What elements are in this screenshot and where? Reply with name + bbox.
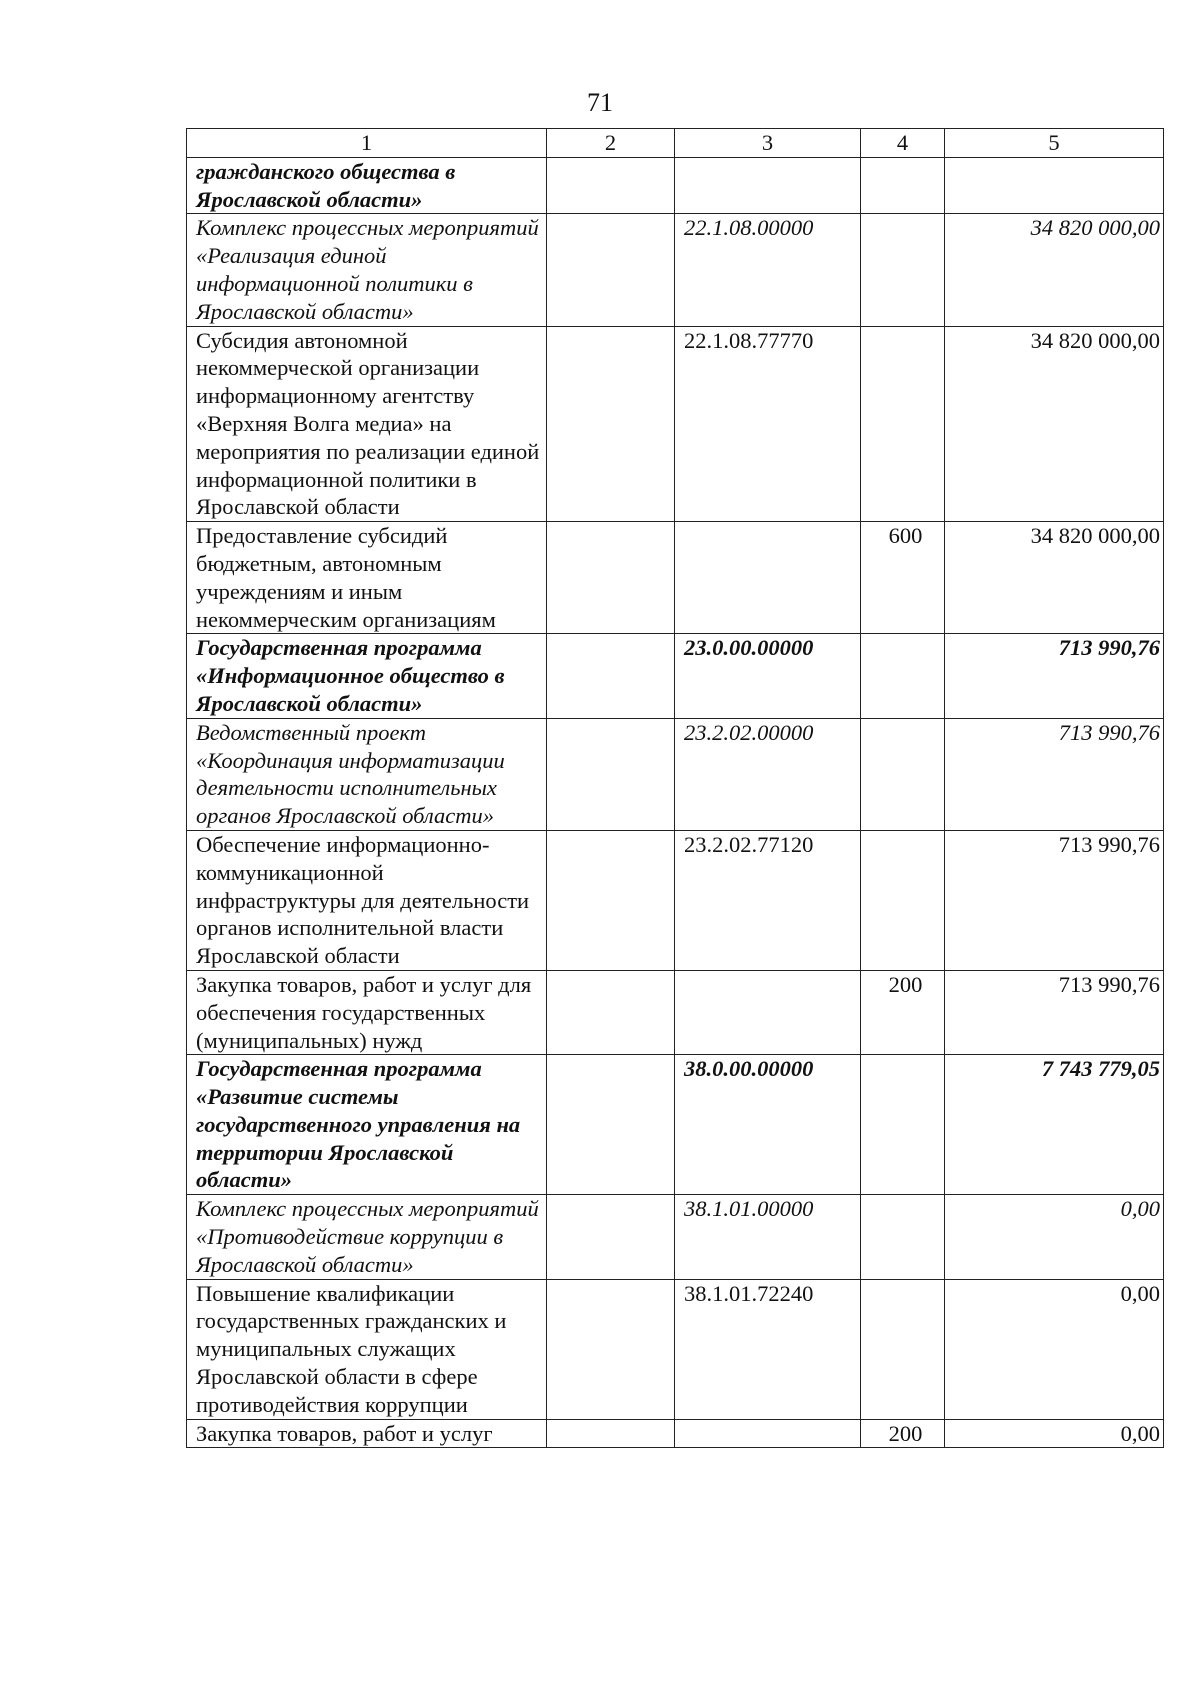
row-expense-type-cell bbox=[861, 1055, 945, 1195]
row-name-cell: Закупка товаров, работ и услуг bbox=[187, 1419, 547, 1448]
row-expense-type-cell bbox=[861, 157, 945, 214]
row-name-cell: Комплекс процессных мероприятий «Реализация единой информационной политики в Ярославской области» bbox=[187, 214, 547, 326]
table-body bbox=[187, 157, 1164, 1448]
row-expense-type-cell bbox=[861, 1279, 945, 1419]
row-amount-cell: 0,00 bbox=[945, 1279, 1164, 1419]
column-header-2: 2 bbox=[547, 129, 675, 158]
row-code-cell: 23.2.02.77120 bbox=[675, 830, 861, 970]
column-header-1: 1 bbox=[187, 129, 547, 158]
row-column2-cell bbox=[547, 326, 675, 522]
row-code-cell bbox=[675, 522, 861, 634]
row-expense-type-cell bbox=[861, 634, 945, 718]
row-name-cell: Закупка товаров, работ и услуг для обеспечения государственных (муниципальных) нужд bbox=[187, 970, 547, 1054]
row-expense-type-cell bbox=[861, 214, 945, 326]
page-number: 71 bbox=[587, 88, 613, 117]
row-code-cell bbox=[675, 970, 861, 1054]
row-name-cell: Государственная программа «Развитие системы государственного управления на территории Ярославской области» bbox=[187, 1055, 547, 1195]
row-column2-cell bbox=[547, 1055, 675, 1195]
row-code-cell: 22.1.08.00000 bbox=[675, 214, 861, 326]
table-row bbox=[187, 1279, 1164, 1419]
row-name-cell: Ведомственный проект «Координация информатизации деятельности исполнительных органов Ярославской области» bbox=[187, 718, 547, 830]
column-header-3: 3 bbox=[675, 129, 861, 158]
row-code-cell: 23.0.00.00000 bbox=[675, 634, 861, 718]
row-expense-type-cell: 200 bbox=[861, 970, 945, 1054]
row-code-cell: 38.1.01.72240 bbox=[675, 1279, 861, 1419]
row-code-cell: 38.1.01.00000 bbox=[675, 1195, 861, 1279]
row-code-cell: 22.1.08.77770 bbox=[675, 326, 861, 522]
row-amount-cell: 713 990,76 bbox=[945, 970, 1164, 1054]
row-amount-cell: 713 990,76 bbox=[945, 718, 1164, 830]
table-row bbox=[187, 970, 1164, 1054]
row-expense-type-cell bbox=[861, 718, 945, 830]
row-name-cell: Комплекс процессных мероприятий «Противодействие коррупции в Ярославской области» bbox=[187, 1195, 547, 1279]
row-column2-cell bbox=[547, 970, 675, 1054]
row-amount-cell: 34 820 000,00 bbox=[945, 214, 1164, 326]
row-amount-cell: 0,00 bbox=[945, 1195, 1164, 1279]
row-expense-type-cell: 200 bbox=[861, 1419, 945, 1448]
row-expense-type-cell bbox=[861, 1195, 945, 1279]
table-row bbox=[187, 157, 1164, 214]
table-row bbox=[187, 326, 1164, 522]
row-code-cell bbox=[675, 157, 861, 214]
table-row bbox=[187, 1419, 1164, 1448]
row-column2-cell bbox=[547, 1279, 675, 1419]
row-expense-type-cell bbox=[861, 830, 945, 970]
row-column2-cell bbox=[547, 1195, 675, 1279]
row-column2-cell bbox=[547, 830, 675, 970]
row-column2-cell bbox=[547, 1419, 675, 1448]
row-amount-cell: 34 820 000,00 bbox=[945, 522, 1164, 634]
column-header-5: 5 bbox=[945, 129, 1164, 158]
row-column2-cell bbox=[547, 634, 675, 718]
row-code-cell: 38.0.00.00000 bbox=[675, 1055, 861, 1195]
table-row bbox=[187, 718, 1164, 830]
table-row bbox=[187, 634, 1164, 718]
row-name-cell: Субсидия автономной некоммерческой организации информационному агентству «Верхняя Волга медиа» на мероприятия по реализации единой информационной политики в Ярославской области bbox=[187, 326, 547, 522]
table-header-row bbox=[187, 129, 1164, 158]
row-expense-type-cell: 600 bbox=[861, 522, 945, 634]
row-amount-cell: 713 990,76 bbox=[945, 830, 1164, 970]
row-code-cell bbox=[675, 1419, 861, 1448]
row-name-cell: Предоставление субсидий бюджетным, автономным учреждениям и иным некоммерческим организациям bbox=[187, 522, 547, 634]
row-column2-cell bbox=[547, 214, 675, 326]
column-header-4: 4 bbox=[861, 129, 945, 158]
row-name-cell: Государственная программа «Информационное общество в Ярославской области» bbox=[187, 634, 547, 718]
row-expense-type-cell bbox=[861, 326, 945, 522]
row-column2-cell bbox=[547, 157, 675, 214]
row-code-cell: 23.2.02.00000 bbox=[675, 718, 861, 830]
row-name-cell: Повышение квалификации государственных гражданских и муниципальных служащих Ярославской области в сфере противодействия коррупции bbox=[187, 1279, 547, 1419]
row-name-cell: гражданского общества в Ярославской области» bbox=[187, 157, 547, 214]
row-name-cell: Обеспечение информационно-коммуникационной инфраструктуры для деятельности органов исполнительной власти Ярославской области bbox=[187, 830, 547, 970]
row-amount-cell: 0,00 bbox=[945, 1419, 1164, 1448]
row-amount-cell: 713 990,76 bbox=[945, 634, 1164, 718]
row-amount-cell bbox=[945, 157, 1164, 214]
budget-table bbox=[186, 128, 1164, 1448]
row-column2-cell bbox=[547, 718, 675, 830]
table-row bbox=[187, 214, 1164, 326]
table-row bbox=[187, 830, 1164, 970]
table-row bbox=[187, 522, 1164, 634]
row-amount-cell: 7 743 779,05 bbox=[945, 1055, 1164, 1195]
table-row bbox=[187, 1055, 1164, 1195]
row-amount-cell: 34 820 000,00 bbox=[945, 326, 1164, 522]
row-column2-cell bbox=[547, 522, 675, 634]
table-row bbox=[187, 1195, 1164, 1279]
